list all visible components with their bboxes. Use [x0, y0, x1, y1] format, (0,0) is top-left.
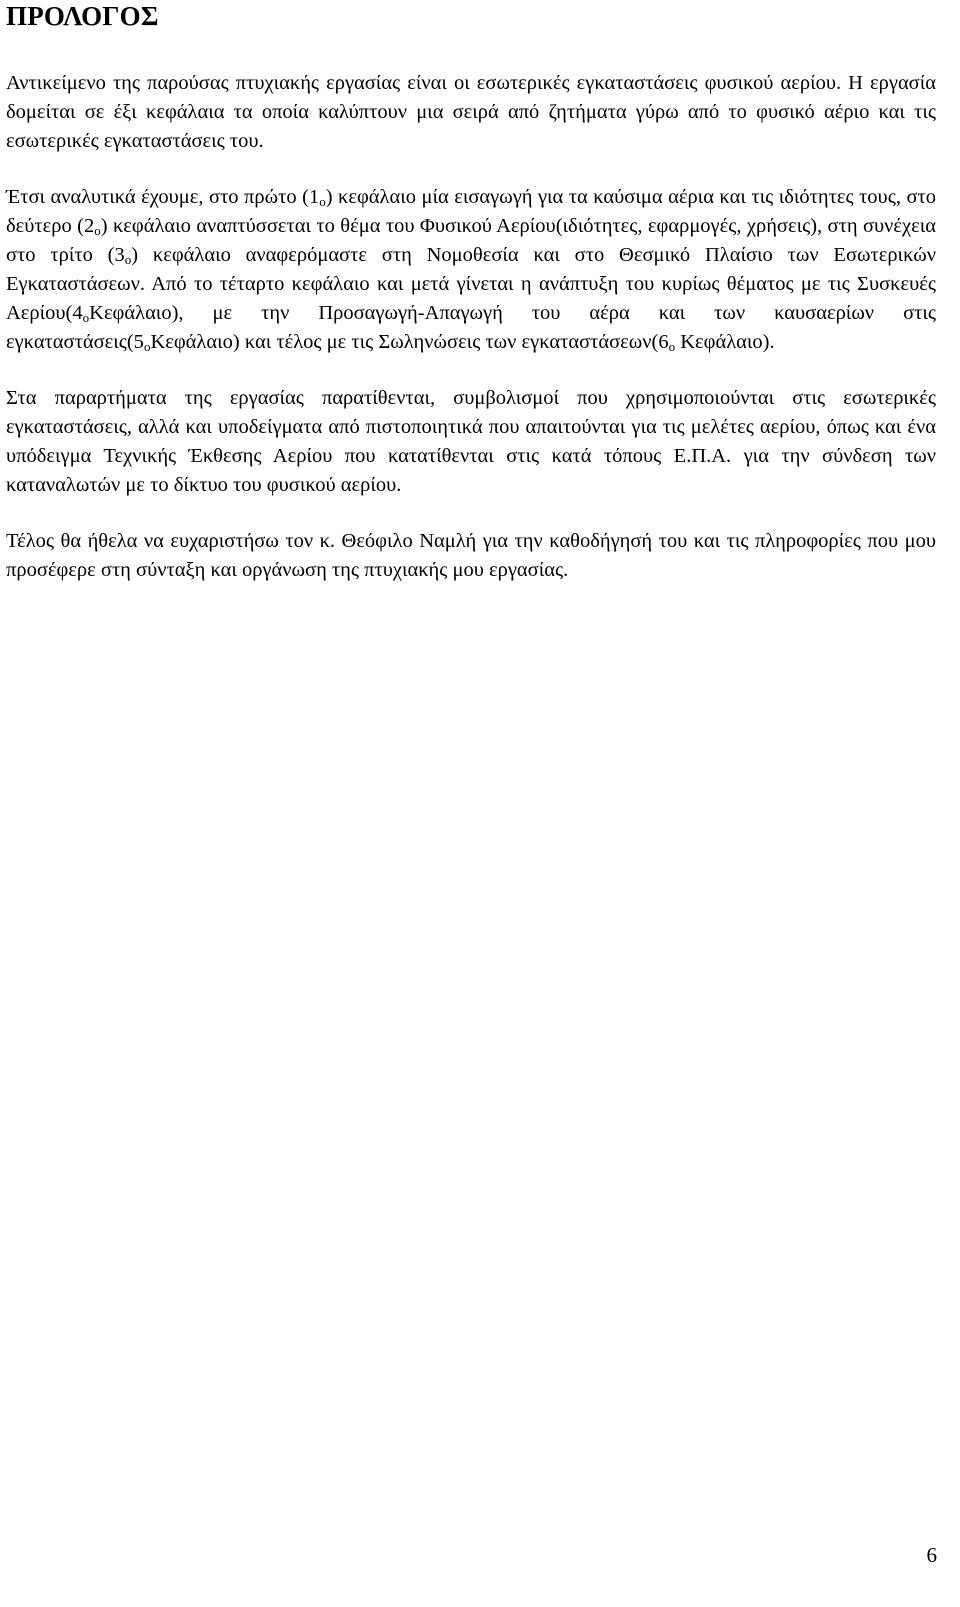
text-run: ) κεφάλαιο αναφερόμαστε στη Νομοθεσία και στο Θεσμικό Πλαίσιο των Εσωτερικών Εγκαταστάσεων. Από το τέταρτο κεφάλαιο και μετά γίνεται η ανάπτυξη του κυρίως θέματος με τις Συσκευές Αερίου(4 [6, 244, 936, 324]
paragraph-acknowledgements: Τέλος θα ήθελα να ευχαριστήσω τον κ. Θεόφιλο Ναμλή για την καθοδήγησή του και τις πληροφορίες που μου προσέφερε στη σύνταξη και οργάνωση της πτυχιακής μου εργασίας. [6, 530, 936, 581]
subscript: ο [124, 252, 132, 267]
subscript: ο [668, 339, 676, 354]
text-run: ) κεφάλαιο μία εισαγωγή για τα καύσιμα αέρια και τις ιδιότητες τους, στο δεύτερο (2 [6, 186, 936, 237]
document-page [6, 0, 936, 585]
subscript: ο [319, 194, 326, 209]
text-run: Έτσι αναλυτικά έχουμε, στο πρώτο (1 [6, 186, 320, 208]
paragraph-appendices: Στα παραρτήματα της εργασίας παρατίθενται, συμβολισμοί που χρησιμοποιούνται στις εσωτερικές εγκαταστάσεις, αλλά και υποδείγματα από πιστοποιητικά που απαιτούνται για τις μελέτες αερίου, όπως και ένα υπόδειγμα Τεχνικής Έκθεσης Αερίου που κατατίθενται στις κατά τόπους Ε.Π.Α. για την σύνδεση των καταναλωτών με το δίκτυο του φυσικού αερίου. [6, 387, 936, 496]
subscript: ο [82, 310, 90, 325]
text-run: Κεφάλαιο), με την Προσαγωγή-Απαγωγή του αέρα και των καυσαερίων στις εγκαταστάσεις(5 [6, 302, 936, 353]
page-number: 6 [926, 1543, 937, 1567]
paragraph-chapters [6, 183, 936, 357]
page-title: ΠΡΟΛΟΓΟΣ [6, 1, 159, 31]
text-run: Κεφάλαιο). [675, 331, 775, 353]
subscript: ο [143, 339, 151, 354]
text-run: ) κεφάλαιο αναπτύσσεται το θέμα του Φυσικού Αερίου(ιδιότητες, εφαρμογές, χρήσεις), στη συνέχεια στο τρίτο (3 [6, 215, 937, 266]
subscript: ο [94, 223, 101, 238]
paragraph-intro: Αντικείμενο της παρούσας πτυχιακής εργασίας είναι οι εσωτερικές εγκαταστάσεις φυσικού αερίου. Η εργασία δομείται σε έξι κεφάλαια τα οποία καλύπτουν μια σειρά από ζητήματα γύρω από το φυσικό αέριο και τις εσωτερικές εγκαταστάσεις του. [6, 72, 936, 152]
text-run: Κεφάλαιο) και τέλος με τις Σωληνώσεις των εγκαταστάσεων(6 [150, 331, 669, 353]
